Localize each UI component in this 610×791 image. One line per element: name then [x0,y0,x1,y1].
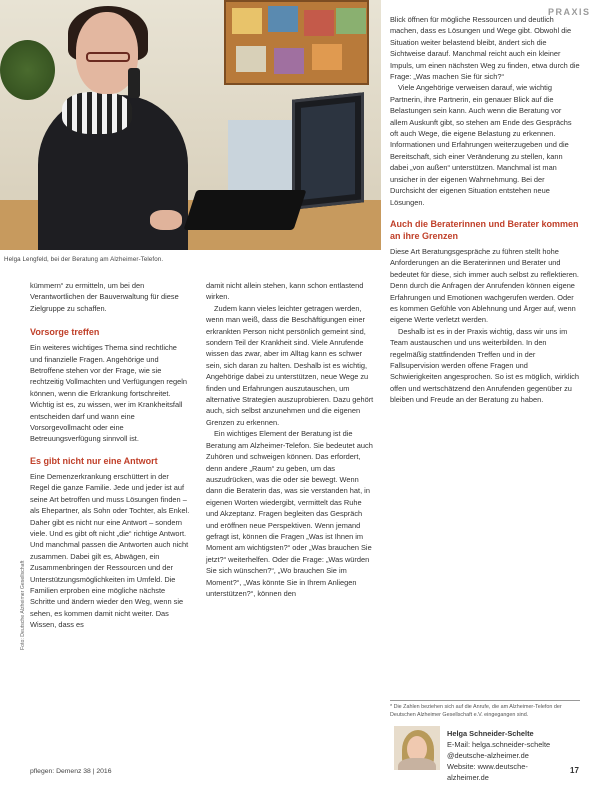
page-number: 17 [570,766,579,775]
column3-paragraph-3: Diese Art Beratungsgespräche zu führen stellt hohe Anforderungen an die Beraterinnen und Berater und bedeutet für diese, sich immer auch selbst zu reflektieren. Denn durch die Anfragen der Anrufenden können eigene Erfahrungen und Emotionen wachgerufen werden. Oder es kommen Gefühle von Ablehnung und Ärger auf, wenn eigene Werte verletzt werden. [390,246,579,325]
column-1 [30,280,190,631]
column3-paragraph-4: Deshalb ist es in der Praxis wichtig, dass wir uns im Team austauschen und uns weiterbilden. In den regelmäßig stattfindenden Treffen und in der Fallsupervision werden offene Fragen und Schwierigkeiten angesprochen. So ist es möglich, wirklich offen und wertschätzend den Anrufenden gegenüber zu bleiben und Freude an der Beratung zu haben. [390,326,579,405]
photo-glasses [86,52,130,62]
column3-paragraph-1: Blick öffnen für mögliche Ressourcen und deutlich machen, dass es Lösungen und Wege gibt. Obwohl die Situation weiter belastend bleibt, ändert sich die Sichtweise darauf. Manchmal reicht auch ein kleiner Impuls, um einen nächsten Weg zu finden, etwa durch die Frage: „Was machen Sie für sich?“ [390,15,580,82]
column2-paragraph-2: Zudem kann vieles leichter getragen werden, wenn man weiß, dass die Beschäftigungen einer erkrankten Person nicht persönlich gemeint sind, sondern Teil der Krankheit sind. Viele Anrufende wissen das zwar, aber im Alltag kann es schwer sein, sich daran zu halten. Deshalb ist es wichtig, Angehörige dabei zu unterstützen, neue Wege zu finden und Erfahrungen auszutauschen, um alternative Strategien auszuprobieren. Dazu gehört auch, sich selbst anzunehmen und die eigenen Grenzen zu erkennen. [206,303,374,427]
photo-caption: Helga Lengfeld, bei der Beratung am Alzheimer-Telefon. [4,256,164,263]
author-photo [394,726,440,770]
heading-grenzen: Auch die Beraterinnen und Berater kommen an ihre Grenzen [390,218,579,241]
column1-paragraph-2: Eine Demenzerkrankung erschüttert in der Regel die ganze Familie. Jede und jeder ist auf seine Art betroffen und muss Lösungen finden – als Ehepartner, als Sohn oder Tochter, als Enkel. Daher gibt es nicht nur eine Antwort – sondern viele. Und es gibt oft nicht „die“ richtige Antwort. Und manchmal passen die Antworten auch nicht zusammen. Dabei gilt es, Abwägen, ein Zusammenbringen der Ressourcen und der Unterstützungsmöglichkeiten im Umfeld. Die Familien erproben eine mögliche nächste Schritte und ändern wieder den Weg, wenn sie sehen, es kommen damit nicht weiter. Das Wissen, dass es [30,471,190,630]
photo-credit: Foto: Deutsche Alzheimer Gesellschaft [20,560,26,650]
column1-intro: kümmern“ zu ermitteln, um bei den Verantwortlichen der Bauverwaltung für diese Zielgruppe zu schaffen. [30,281,179,313]
author-name: Helga Schneider-Schelte [447,729,534,738]
heading-vorsorge: Vorsorge treffen [30,327,100,338]
photo-pinboard [224,0,369,85]
author-website-line-2[interactable]: alzheimer.de [447,773,489,782]
photo-plant [0,40,55,100]
column-3 [390,14,580,406]
photo-keyboard [184,190,307,230]
photo-shelf [228,120,298,190]
author-email-line-2[interactable]: @deutsche-alzheimer.de [447,751,529,760]
section-tag: PRAXIS [548,7,591,17]
column-2 [206,280,374,599]
photo-scarf [62,92,132,134]
header-photo [0,0,381,250]
photo-phone [128,68,140,98]
footnote-divider [390,700,580,701]
footnote: * Die Zahlen beziehen sich auf die Anrufe, die am Alzheimer-Telefon der Deutschen Alzheimer Gesellschaft e.V. eingegangen sind. [390,704,562,718]
heading-antwort: Es gibt nicht nur eine Antwort [30,455,158,466]
photo-hand [150,210,182,230]
author-email-line-1[interactable]: E-Mail: helga.schneider-schelte [447,740,551,749]
author-website-line-1[interactable]: Website: www.deutsche- [447,762,528,771]
column2-paragraph-3: Ein wichtiges Element der Beratung ist die Beratung am Alzheimer-Telefon. Sie bedeutet auch Zuhören und schweigen können. Das erfordert, denn andere „Raum“ zu geben, um das auszudrücken, was die oder sie bewegt. Wenn dann die Beraterin das, was sie verstanden hat, in eigenen Worten wiedergibt, vermittelt das Ruhe und Akzeptanz. Fragen begleiten das Gespräch und eröffnen neue Perspektiven. Wenn jemand gefragt ist, können die Fragen „Was ist Ihnen im Moment am wichtigsten?“ oder „Was brauchen Sie jetzt?“ weiterhelfen. Oder die Frage: „Was würden Sie sich wünschen?“, „Wo brauchen Sie im Moment?“, „Was könnte Sie in Ihrem Anliegen unterstützen?“, können den [206,429,373,598]
footer-journal: pflegen: Demenz 38 | 2016 [30,768,112,775]
column3-paragraph-2: Viele Angehörige verweisen darauf, wie wichtig Partnerin, ihre Partnerin, ein genauer Blick auf die Belastungen sein kann. Auch wenn die Beratung vor allem Auskunft gibt, so stehen am Ende des Gesprächs oft auch Wege, die eigene Belastung zu erkennen. Informationen und Erfahrungen weiterzugeben und die Bereitschaft, sich einer Veränderung zu stellen, kann dabei „von außen“ unterstützen. Manchmal ist man unsicher in der eigenen Wahrnehmung. Bei der Durchsicht der eigenen Situation entstehen neue Lösungen. [390,83,572,207]
column1-paragraph-1: Ein weiteres wichtiges Thema sind rechtliche und finanzielle Fragen. Angehörige und Betroffene stehen vor der Frage, wie sie rechtzeitig Vollmachten und Verfügungen regeln können, wenn die Erkrankung fortschreitet. Wichtig ist es, zu wissen, wer im Krankheitsfall entscheiden darf und wann eine Vorsorgevollmacht oder eine Betreuungsverfügung sinnvoll ist. [30,343,187,444]
column2-paragraph-1: damit nicht allein stehen, kann schon entlastend wirken. [206,281,364,302]
